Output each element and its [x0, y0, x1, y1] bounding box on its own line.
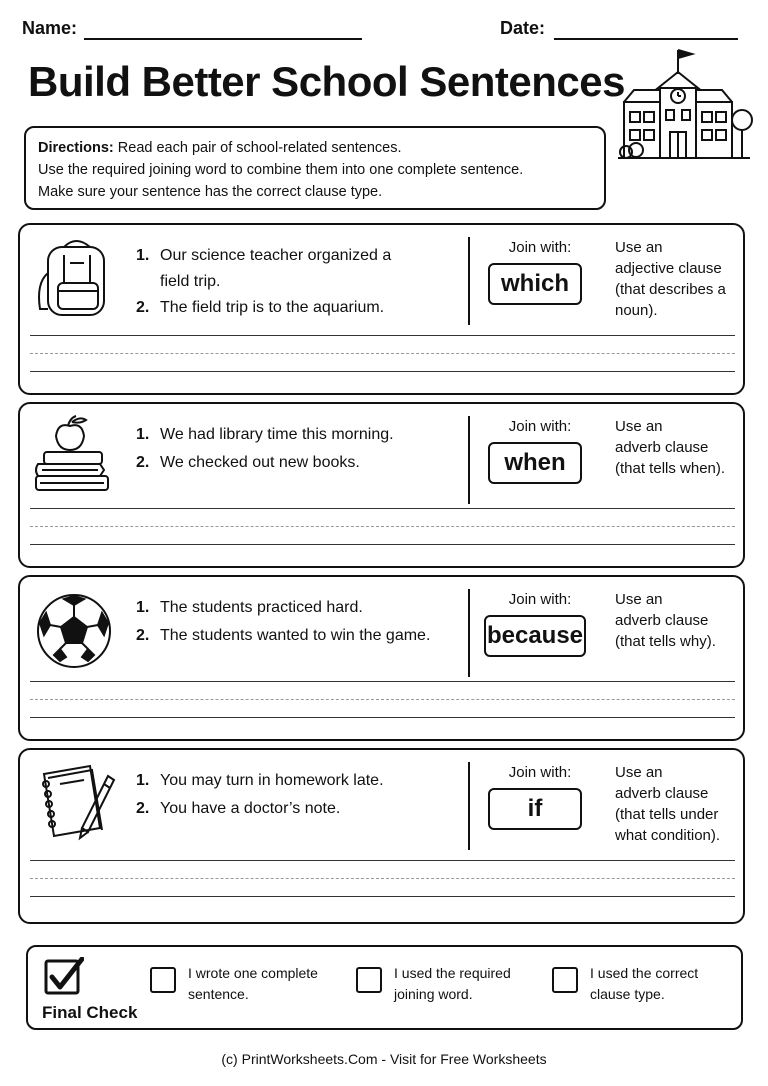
task-card-4 — [18, 748, 745, 924]
directions-box — [24, 126, 606, 210]
sentence-number: 2. — [136, 800, 150, 817]
date-label: Date: — [500, 18, 546, 38]
sentence-2: You have a doctor’s note. — [160, 800, 341, 817]
final-check-item-text — [590, 963, 730, 1005]
writing-line[interactable] — [30, 508, 735, 509]
clause-line: adverb clause — [615, 785, 709, 802]
writing-line[interactable] — [30, 896, 735, 897]
clause-instruction — [615, 589, 743, 652]
writing-line[interactable] — [30, 717, 735, 718]
sentence-number: 1. — [136, 599, 150, 616]
clause-instruction — [615, 762, 743, 846]
header-row — [22, 16, 742, 44]
item-line: I wrote one complete — [188, 965, 318, 981]
task-card-1 — [18, 223, 745, 395]
name-field[interactable] — [84, 38, 362, 40]
sentence-number: 1. — [136, 247, 150, 264]
sentence-1: Our science teacher organized a — [160, 247, 392, 264]
sentence-pair — [136, 595, 466, 649]
final-check-item-text — [188, 963, 328, 1005]
sentence-number: 2. — [136, 299, 150, 316]
join-label: Join with: — [508, 764, 572, 781]
checkmark-box-icon — [44, 957, 84, 997]
backpack-icon — [30, 233, 120, 323]
checkbox[interactable] — [150, 967, 176, 993]
task-card-3 — [18, 575, 745, 741]
checkbox[interactable] — [356, 967, 382, 993]
writing-guide-line — [30, 526, 735, 527]
join-word-box: because — [484, 615, 586, 657]
writing-guide-line — [30, 878, 735, 879]
sentence-1: We had library time this morning. — [160, 426, 394, 443]
writing-line[interactable] — [30, 335, 735, 336]
final-check-box — [26, 945, 743, 1030]
join-label: Join with: — [508, 418, 572, 435]
clause-line: (that tells when). — [615, 460, 726, 477]
final-check-item-2[interactable] — [356, 963, 534, 1005]
clause-line: adverb clause — [615, 612, 709, 629]
item-line: I used the required — [394, 965, 511, 981]
item-line: I used the correct — [590, 965, 699, 981]
sentence-1: You may turn in homework late. — [160, 772, 384, 789]
notebook-pencil-icon — [30, 758, 120, 848]
writing-guide-line — [30, 353, 735, 354]
clause-line: adjective clause — [615, 260, 722, 277]
join-label: Join with: — [508, 591, 572, 608]
clause-line: (that tells why). — [615, 633, 716, 650]
sentence-2: The students wanted to win the game. — [160, 627, 431, 644]
clause-line: Use an — [615, 764, 663, 781]
writing-line[interactable] — [30, 860, 735, 861]
clause-line: what condition). — [615, 827, 721, 844]
clause-line: (that tells under — [615, 806, 719, 823]
writing-line[interactable] — [30, 544, 735, 545]
directions-line-3: Make sure your sentence has the correct clause type. — [38, 184, 383, 200]
sentence-1: The students practiced hard. — [160, 599, 363, 616]
sentence-pair — [136, 422, 466, 476]
join-word-box: if — [488, 788, 582, 830]
sentence-number: 2. — [136, 627, 150, 644]
sentence-1-cont: field trip. — [160, 273, 221, 290]
clause-instruction — [615, 237, 743, 321]
join-word-box: when — [488, 442, 582, 484]
sentence-2: We checked out new books. — [160, 454, 360, 471]
writing-line[interactable] — [30, 371, 735, 372]
directions-lead: Directions: — [38, 140, 114, 156]
item-line: joining word. — [394, 986, 473, 1002]
sentence-number: 1. — [136, 426, 150, 443]
clause-line: noun). — [615, 302, 658, 319]
school-building-icon — [614, 44, 754, 164]
writing-line[interactable] — [30, 681, 735, 682]
join-word-box: which — [488, 263, 582, 305]
clause-line: Use an — [615, 591, 663, 608]
clause-instruction — [615, 416, 743, 479]
name-label: Name: — [22, 18, 78, 38]
final-check-item-1[interactable] — [150, 963, 328, 1005]
clause-line: Use an — [615, 418, 663, 435]
divider — [468, 762, 470, 850]
date-field[interactable] — [554, 38, 738, 40]
sentence-pair — [136, 243, 466, 321]
item-line: sentence. — [188, 986, 249, 1002]
final-check-item-3[interactable] — [552, 963, 730, 1005]
sentence-number: 1. — [136, 772, 150, 789]
sentence-number: 2. — [136, 454, 150, 471]
directions-line-1: Read each pair of school-related sentences. — [117, 140, 402, 156]
books-apple-icon — [30, 412, 120, 502]
soccer-ball-icon — [30, 585, 120, 675]
clause-line: (that describes a — [615, 281, 726, 298]
sentence-pair — [136, 768, 466, 822]
divider — [468, 416, 470, 504]
directions-line-2: Use the required joining word to combine them into one complete sentence. — [38, 162, 524, 178]
checkbox[interactable] — [552, 967, 578, 993]
writing-guide-line — [30, 699, 735, 700]
final-check-item-text — [394, 963, 534, 1005]
clause-line: adverb clause — [615, 439, 709, 456]
clause-line: Use an — [615, 239, 663, 256]
final-check-label: Final Check — [42, 1003, 138, 1022]
item-line: clause type. — [590, 986, 665, 1002]
task-card-2 — [18, 402, 745, 568]
footer-credit: (c) PrintWorksheets.Com - Visit for Free Worksheets — [221, 1051, 547, 1067]
join-label: Join with: — [508, 239, 572, 256]
page-title: Build Better School Sentences — [28, 58, 625, 105]
sentence-2: The field trip is to the aquarium. — [160, 299, 385, 316]
divider — [468, 237, 470, 325]
divider — [468, 589, 470, 677]
